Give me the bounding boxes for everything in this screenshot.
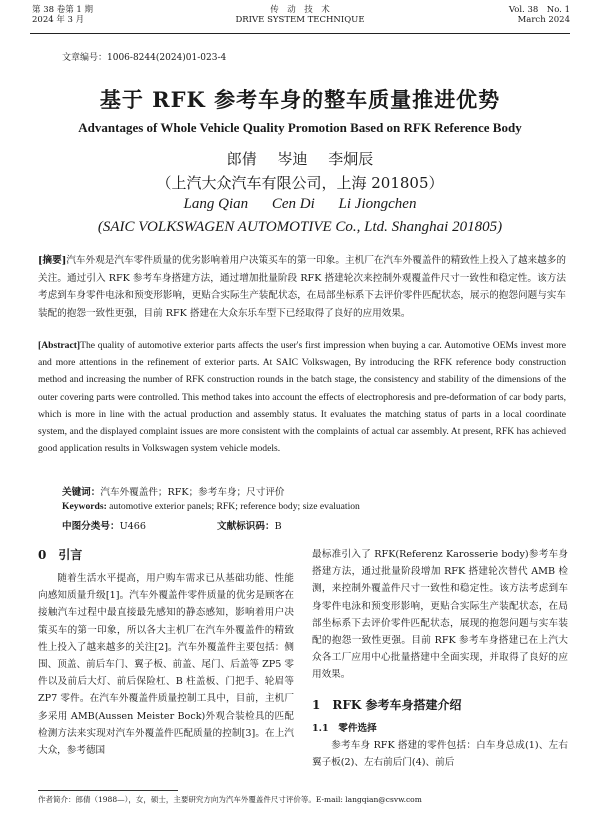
abstract-en bbox=[38, 337, 566, 457]
subsection-heading: 1.1 零件选择 bbox=[312, 722, 377, 734]
journal-date-en: March 2024 bbox=[517, 15, 570, 25]
section-heading: 0 引言 bbox=[38, 548, 83, 562]
abstract-en-text: The quality of automotive exterior parts affects the user's first impression when buying a car. Automotive OEMs invest more and more attentions in the refinement of exterior parts. At SAIC Volkswagen, By introducing the RFK reference body construction method and increasing the number of RFK construction rounds in the batch stage, the consistency and stability of the dimensions of the outer covering parts were controlled. This method takes into account the effects of electrophoresis and pre-deformation of car body parts, which is more in line with the actual production and assembly status. It evaluates the matching status of parts in a local coordinate system, and the displayed complaint issues are more consistent with the complaints of actual car assembly. At present, RFK has achieved good application results in Volkswagen system vehicle models. bbox=[38, 340, 566, 455]
author-cn: 郎倩 bbox=[226, 150, 257, 168]
keywords-cn-label: 关键词： bbox=[62, 487, 101, 498]
author-footnote: 作者简介：郎倩（1988—），女，硕士，主要研究方向为汽车外覆盖件尺寸评价等。E-mail: langqian@csvw.com bbox=[38, 795, 422, 804]
journal-name-cn: 传 动 技 术 bbox=[270, 5, 330, 15]
journal-volume: 第 38 卷第 1 期 bbox=[32, 5, 94, 15]
section-heading: 1 RFK 参考车身搭建介绍 bbox=[312, 697, 462, 712]
right-column bbox=[312, 546, 568, 771]
journal-vol-no: Vol. 38 No. 1 bbox=[508, 5, 570, 15]
author-en: Cen Di bbox=[271, 196, 315, 212]
article-number: 文章编号：1006-8244(2024)01-023-4 bbox=[62, 53, 227, 63]
doc-code-value: B bbox=[274, 521, 282, 532]
paragraph: 随着生活水平提高，用户购车需求已从基础功能、性能向感知质量升级[1]。汽车外覆盖件零件质量的优劣是顾客在接触汽车过程中最直接最先感知的静态感知，影响着用户决策买车的第一印象，所以各大主机厂在汽车外覆盖件的精致性上投入了越来越多的关注[2]。汽车外覆盖件主要包括：侧围、顶盖、前后车门、翼子板、前盖、尾门、后盖等 ZP5 零件以及前后大灯、前后保险杠、B 柱盖板、门把手、轮眉等 ZP7 零件。在汽车外覆盖件质量控制工具中，目前，主机厂多采用 AMB(Aussen Meister Bock)外观合装检具的匹配检测方法来实现对汽车外覆盖件匹配质量的控制[3]。在上汽大众，参考德国 bbox=[38, 573, 294, 757]
footnote-divider bbox=[38, 790, 178, 791]
authors-en bbox=[0, 196, 600, 213]
clc-value: U466 bbox=[119, 521, 146, 532]
affiliation-en: (SAIC VOLKSWAGEN AUTOMOTIVE Co., Ltd. Shanghai 201805) bbox=[97, 219, 503, 235]
journal-volume-en bbox=[509, 5, 570, 25]
abstract-cn-label: [摘要] bbox=[38, 255, 67, 266]
classification bbox=[62, 518, 282, 532]
author-cn: 李炯辰 bbox=[328, 150, 374, 168]
header-divider bbox=[30, 33, 570, 34]
keywords-en-label: Keywords: bbox=[62, 501, 107, 512]
left-column bbox=[38, 546, 294, 759]
doc-code-label: 文献标识码： bbox=[217, 521, 275, 532]
abstract-cn-text: 汽车外观是汽车零件质量的优劣影响着用户决策买车的第一印象。主机厂在汽车外覆盖件的精致性上投入了越来越多的关注。通过引入 RFK 参考车身搭建方法，通过增加批量阶段 RFK 搭建轮次来控制外观覆盖件尺寸一致性和稳定性。该方法考虑到车身零件电泳和预变形影响，更贴合实际生产装配状态，在局部坐标系下去评价零件匹配状态，展示的抱怨问题与实车装配的抱怨一致性更强，目前 RFK 搭建在大众东乐车型下已经取得了良好的应用效果。 bbox=[38, 255, 566, 319]
keywords-cn bbox=[62, 484, 285, 498]
paragraph: 最标准引入了 RFK(Referenz Karosserie body)参考车身搭建方法，通过批量阶段增加 RFK 搭建轮次替代 AMB 检测，来控制外覆盖件尺寸一致性和稳定性。该方法考虑到车身零件电泳和预变形影响，更贴合实际生产装配状态，在局部坐标系下去评价零件匹配状态，展现的抱怨问题与实车装配的抱怨一致性更强。目前 RFK 参考车身搭建已在上汽大众各工厂应用中心批量搭建中全面实现，并取得了良好的应用效果。 bbox=[312, 549, 568, 681]
keywords-cn-text: 汽车外覆盖件；RFK；参考车身；尺寸评价 bbox=[100, 487, 285, 498]
keywords-en-text: automotive exterior panels; RFK; reference body; size evaluation bbox=[109, 501, 360, 512]
clc-label: 中图分类号： bbox=[62, 521, 120, 532]
author-en: Li Jiongchen bbox=[338, 196, 417, 212]
authors-cn bbox=[0, 148, 600, 169]
paragraph: 参考车身 RFK 搭建的零件包括：白车身总成(1)、左右翼子板(2)、左右前后门(4)、前后 bbox=[312, 739, 568, 768]
author-cn: 岑迪 bbox=[277, 150, 308, 168]
title-en: Advantages of Whole Vehicle Quality Promotion Based on RFK Reference Body bbox=[78, 120, 522, 135]
journal-date-cn: 2024 年 3 月 bbox=[32, 15, 85, 25]
journal-name-en: DRIVE SYSTEM TECHNIQUE bbox=[235, 15, 365, 25]
affiliation-cn: （上汽大众汽车有限公司，上海 201805） bbox=[156, 174, 444, 192]
keywords-en bbox=[62, 501, 360, 512]
title-cn: 基于 RFK 参考车身的整车质量推进优势 bbox=[99, 87, 501, 112]
author-en: Lang Qian bbox=[183, 196, 249, 212]
abstract-en-label: [Abstract] bbox=[38, 340, 81, 351]
abstract-cn bbox=[38, 252, 566, 322]
